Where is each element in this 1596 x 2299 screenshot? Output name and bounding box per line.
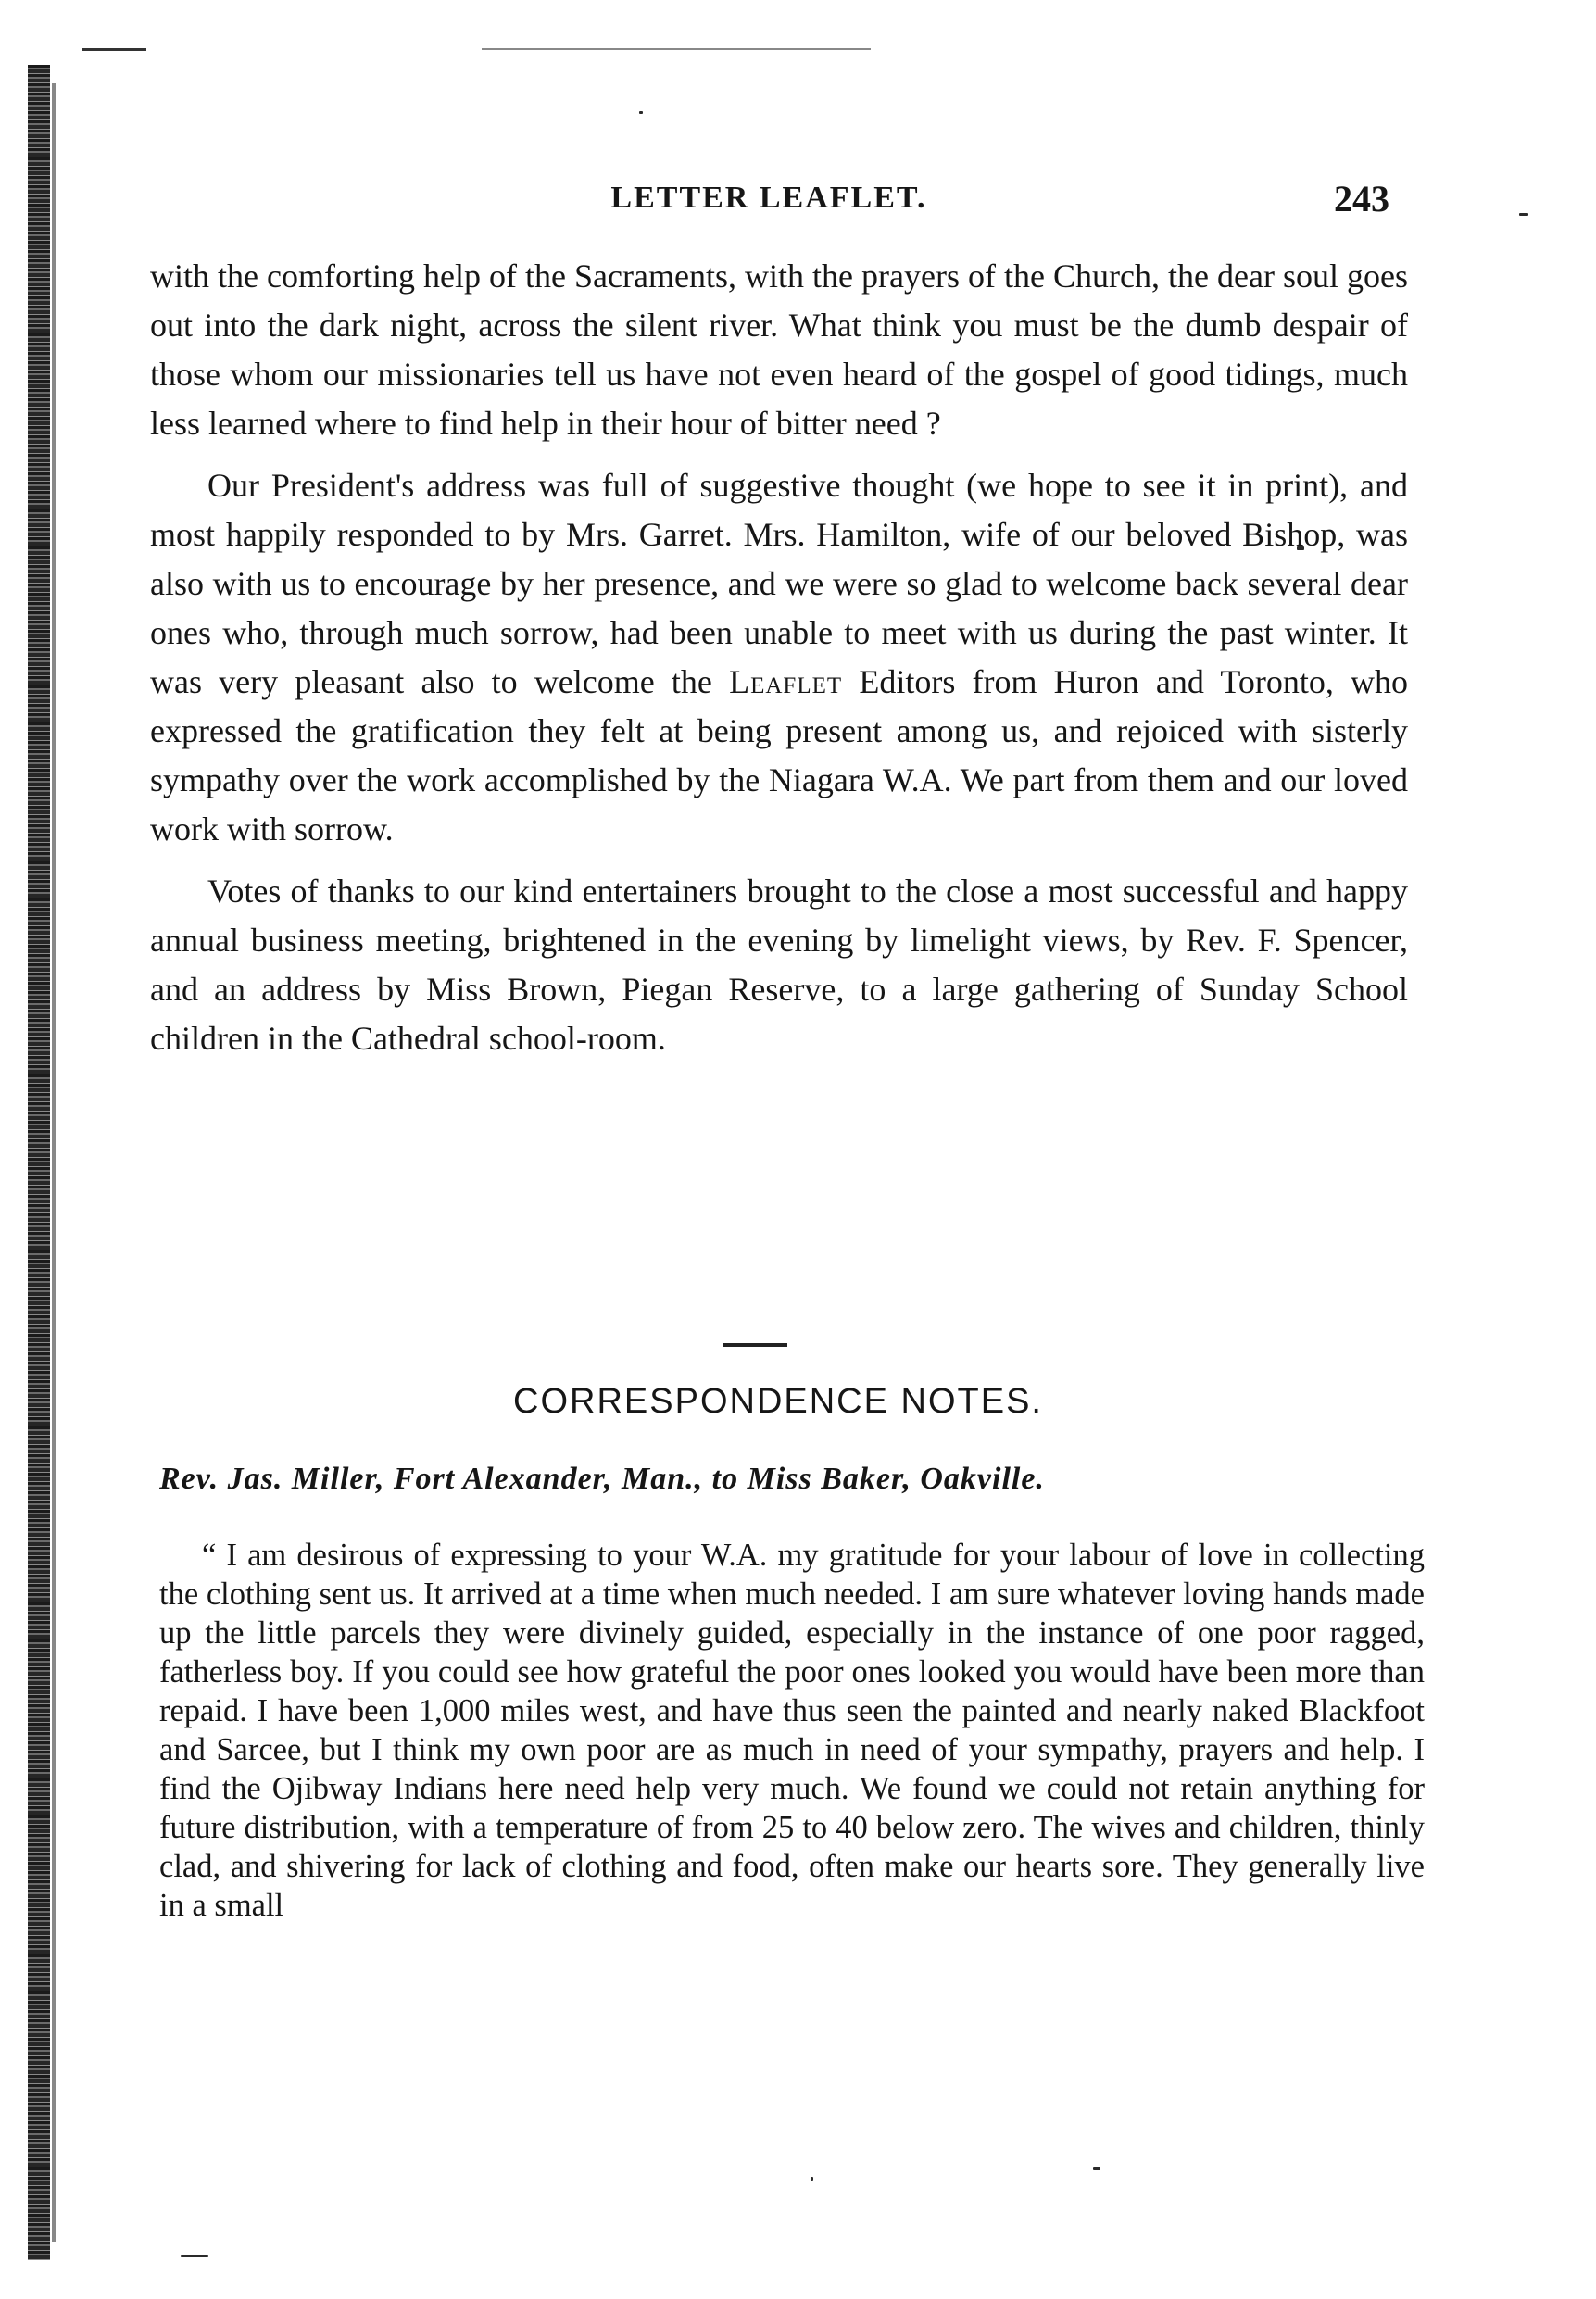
- scan-speck: [1093, 2167, 1100, 2170]
- letter-paragraph-2-text: Our President's address was full of suggestive thought (we hope to see it in print), and most happily responded to by Mrs. Garret. Mrs. Hamilton, wife of our beloved Bishop, was also with us to encourage by her presence, and we were so glad to welcome back several dear ones who, through much sorrow, had been unable to meet with us during the past winter. It was very pleasant also to welcome the: [150, 467, 1408, 700]
- running-title: LETTER LEAFLET.: [610, 181, 927, 215]
- leaflet-word: Leaflet: [729, 663, 843, 700]
- scan-speck: [1519, 213, 1528, 216]
- page-binding-edge: [28, 65, 50, 2260]
- letter-paragraph-2-tail: Editors from Huron and Toronto, who expressed the gratification they felt at being present among us, and rejoiced with sisterly sympathy over the work accomplished by the Niagara W.A. We part from them and our loved work with sorrow.: [150, 663, 1409, 848]
- section-divider: [723, 1343, 787, 1347]
- page-number: 243: [1334, 178, 1389, 220]
- letter-paragraph-2: [150, 461, 1408, 854]
- letter-paragraph-3: Votes of thanks to our kind entertainers brought to the close a most successful and happy annual business meeting, brightened in the evening by limelight views, by Rev. F. Spencer, and an address by Miss Brown, Piegan Reserve, to a large gathering of Sunday School children in the Cathedral school-room.: [150, 873, 1408, 1057]
- page-binding-shadow: [52, 83, 56, 2242]
- letter-paragraph-1: with the comforting help of the Sacraments, with the prayers of the Church, the dear soul goes out into the dark night, across the silent river. What think you must be the dumb despair of those whom our missionaries tell us have not even heard of the gospel of good tidings, much less learned where to find help in their hour of bitter need ?: [150, 258, 1408, 442]
- letter-body: [150, 252, 1408, 1076]
- scan-mark: [82, 48, 146, 51]
- correspondence-byline: Rev. Jas. Miller, Fort Alexander, Man., to Miss Baker, Oakville.: [159, 1462, 1045, 1496]
- running-header: [148, 178, 1389, 236]
- correspondence-quote: “ I am desirous of expressing to your W.A. my gratitude for your labour of love in collecting the clothing sent us. It arrived at a time when much needed. I am sure whatever loving hands made up the little parcels they were divinely guided, especially in the instance of one poor ragged, fatherless boy. If you could see how grateful the poor ones looked you would have been more than repaid. I have been 1,000 miles west, and have thus seen the painted and nearly naked Blackfoot and Sarcee, but I think my own poor are as much in need of your sympathy, prayers and help. I find the Ojibway Indians here need help very much. We found we could not retain anything for future distribution, with a temperature of from 25 to 40 below zero. The wives and children, thinly clad, and shivering for lack of clothing and food, often make our hearts sore. They generally live in a small: [159, 1538, 1425, 1923]
- scan-speck: [639, 111, 643, 114]
- section-title: CORRESPONDENCE NOTES.: [513, 1382, 1043, 1421]
- scan-speck: [811, 2177, 813, 2181]
- scan-speck: [181, 2255, 208, 2257]
- scan-mark: [482, 48, 871, 50]
